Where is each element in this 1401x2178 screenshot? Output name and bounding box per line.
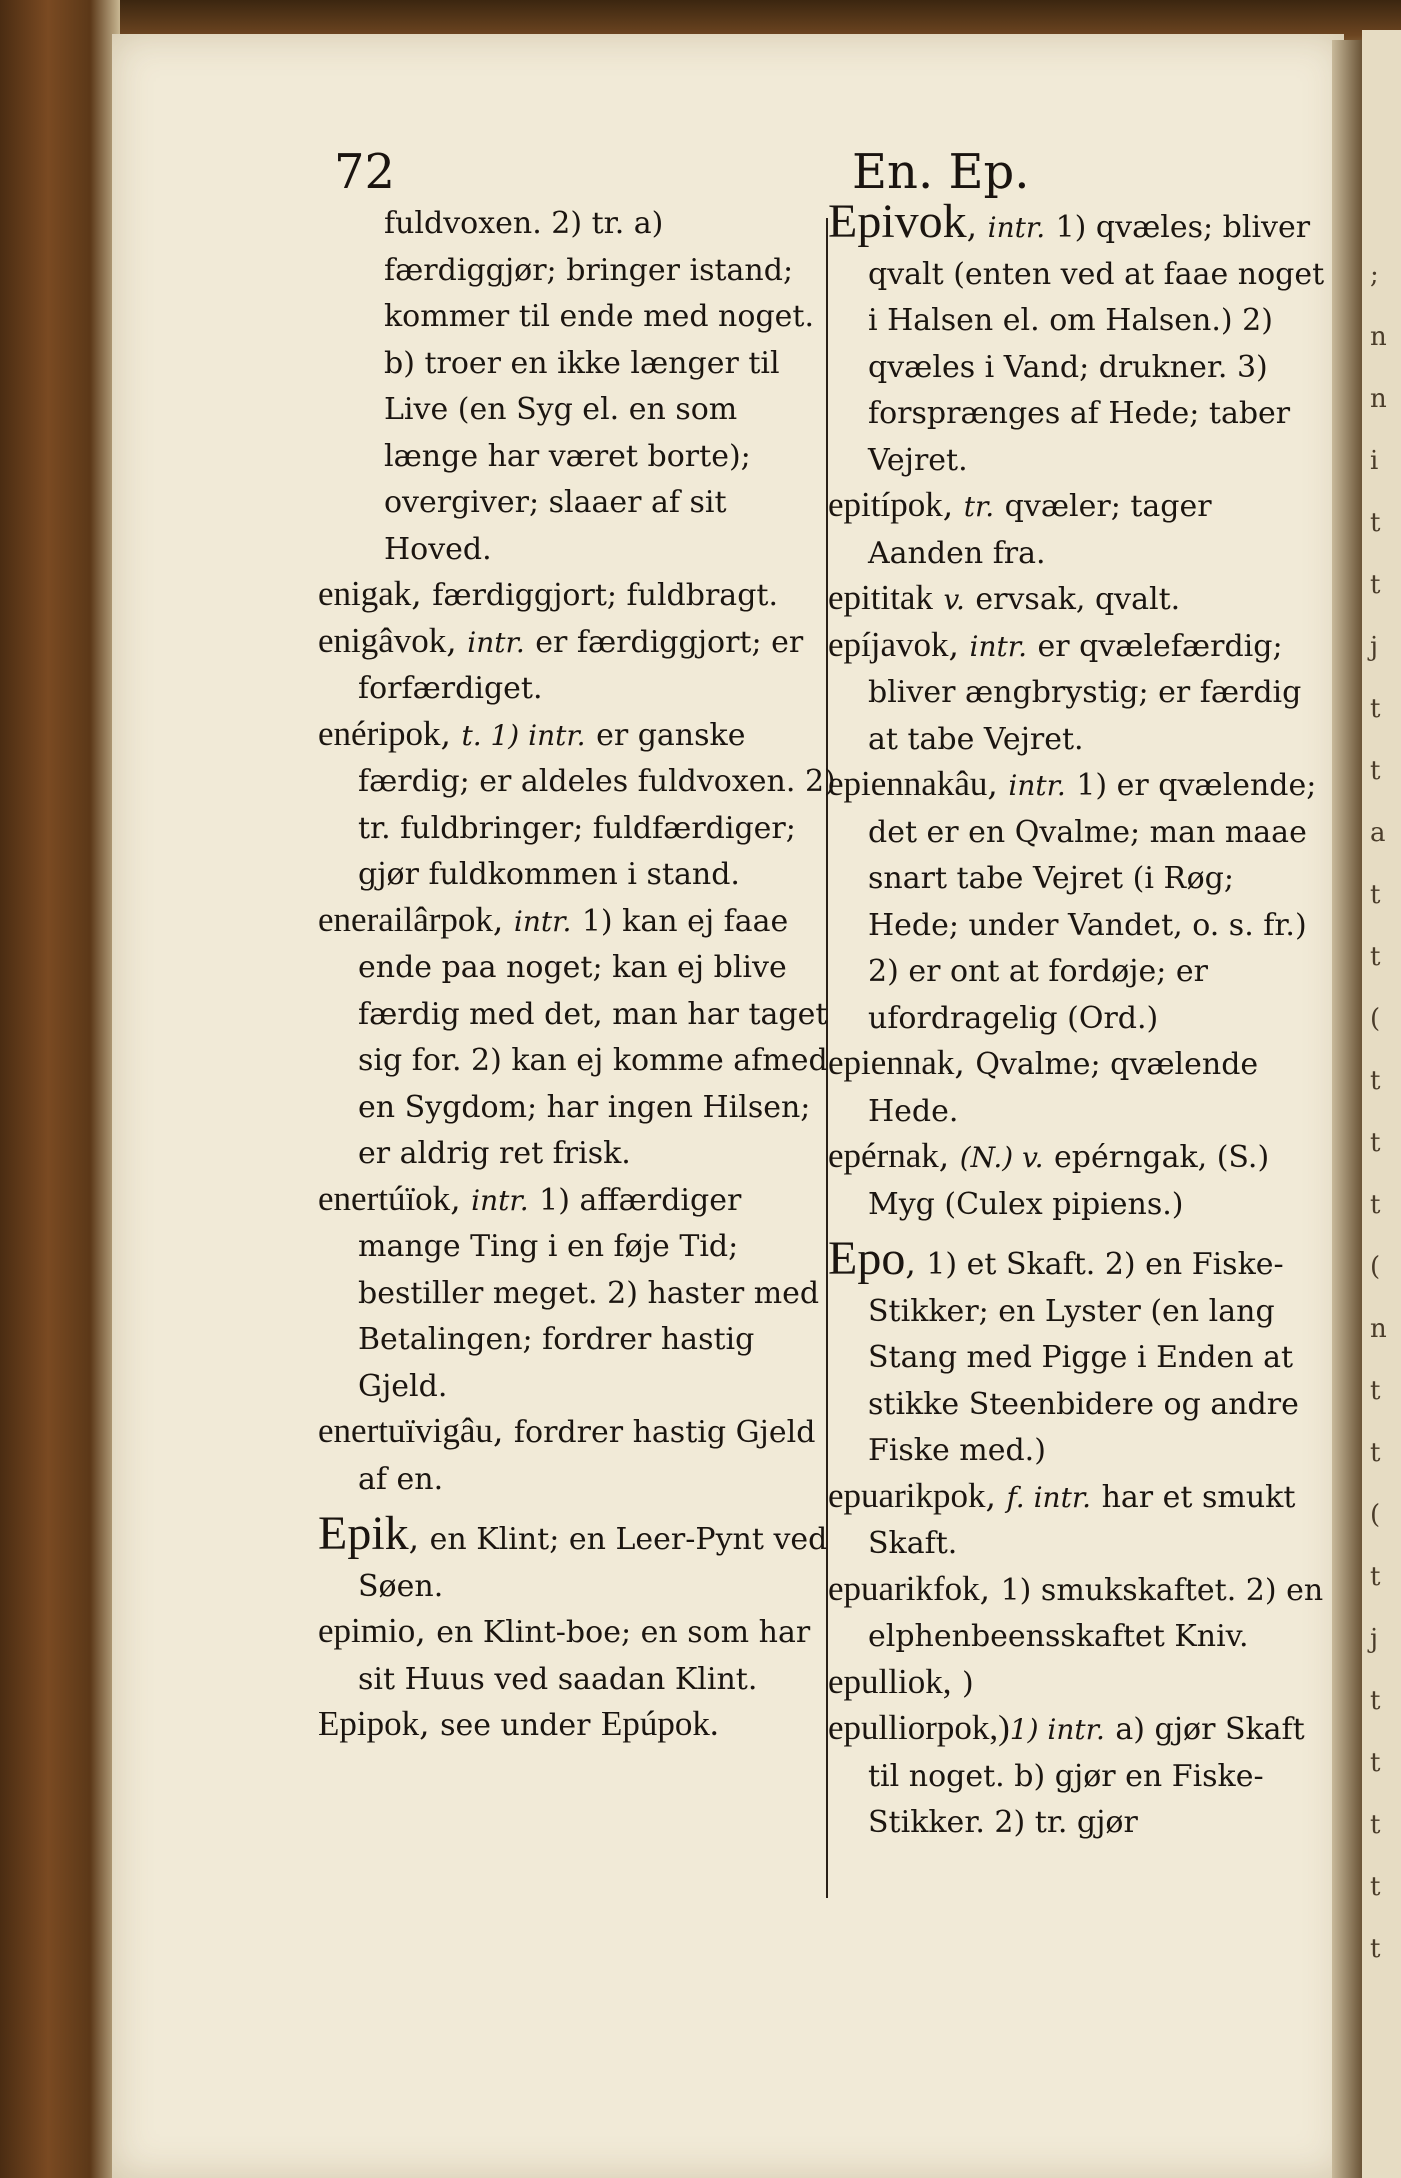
dictionary-entry: epitípok, tr. qvæler; tager Aanden fra. bbox=[828, 485, 1212, 571]
entry-cross-reference: Epúpok. bbox=[600, 1704, 719, 1743]
facing-page-glyph: a bbox=[1370, 818, 1386, 848]
entry-definition: qvæler; tager Aanden fra. bbox=[868, 489, 1212, 571]
dictionary-entry bbox=[318, 200, 838, 572]
entry-headword: epiennakâu bbox=[828, 764, 988, 803]
facing-page-glyph: t bbox=[1370, 756, 1381, 786]
facing-page-glyph: t bbox=[1370, 1438, 1381, 1468]
facing-page-glyph: j bbox=[1370, 1624, 1379, 1654]
entry-headword: Epipok bbox=[318, 1704, 420, 1743]
entry-definition: 1) et Skaft. 2) en Fiske-Stikker; en Lyster (en lang Stang med Pigge i Enden at stikke Steenbidere og andre Fiske med.) bbox=[868, 1247, 1299, 1468]
facing-page-glyph: i bbox=[1370, 446, 1379, 476]
entry-headword: epuarikfok bbox=[828, 1568, 980, 1608]
entry-grammar: intr. bbox=[513, 904, 572, 938]
facing-page-glyph: t bbox=[1370, 1872, 1381, 1902]
entry-definition: Qvalme; qvælende Hede. bbox=[868, 1047, 1259, 1129]
dictionary-entry: epíjavok, intr. er qvælefærdig; bliver ængbrystig; er færdig at tabe Vejret. bbox=[828, 624, 1302, 757]
entry-headword: enéripok bbox=[318, 713, 441, 753]
entry-definition: 1) er qvælende; det er en Qvalme; man maae snart tabe Vejret (i Røg; Hede; under Vandet, o. s. fr.) 2) er ont at fordøje; er ufordragelig (Ord.) bbox=[868, 768, 1317, 1036]
page-gutter bbox=[1332, 40, 1362, 2178]
facing-page-glyph: t bbox=[1370, 1128, 1381, 1158]
entry-definition: see under bbox=[440, 1708, 591, 1743]
entry-headword: Epik bbox=[318, 1507, 409, 1560]
entry-definition: ervsak, qvalt. bbox=[975, 582, 1181, 617]
entry-headword: enertúïok bbox=[318, 1178, 451, 1218]
dictionary-entry: enigâvok, intr. er færdiggjort; er forfærdiget. bbox=[318, 620, 804, 706]
entry-headword: epititak bbox=[828, 578, 933, 617]
entry-definition: en Klint; en Leer-Pynt ved Søen. bbox=[358, 1522, 828, 1604]
facing-page-glyph: n bbox=[1370, 1314, 1387, 1344]
entry-headword: enigak bbox=[318, 574, 412, 613]
dictionary-entry: Epik, en Klint; en Leer-Pynt ved Søen. bbox=[318, 1507, 828, 1604]
entry-definition: 1) smukskaftet. 2) en elphenbeensskaftet Kniv. bbox=[868, 1572, 1324, 1654]
dictionary-entry: epiennak, Qvalme; qvælende Hede. bbox=[828, 1043, 1259, 1129]
entry-definition: har et smukt Skaft. bbox=[868, 1479, 1296, 1561]
dictionary-entry: epérnak, (N.) v. epérngak, (S.) Myg (Culex pipiens.) bbox=[828, 1136, 1270, 1222]
entry-grammar: (N.) v. bbox=[959, 1141, 1044, 1174]
entry-definition: er færdiggjort; er forfærdiget. bbox=[358, 624, 804, 706]
dictionary-entry: Epivok, intr. 1) qvæles; bliver qvalt (enten ved at faae noget i Halsen el. om Halsen.) 2) qvæles i Vand; drukner. 3) forsprænges af Hede; taber Vejret. bbox=[828, 195, 1325, 478]
facing-page-edge bbox=[1362, 30, 1401, 2178]
entry-definition: epérngak, (S.) Myg (Culex pipiens.) bbox=[868, 1140, 1270, 1222]
entry-grammar: intr. bbox=[987, 211, 1046, 244]
dictionary-entry: epuarikfok, 1) smukskaftet. 2) en elphenbeensskaftet Kniv. bbox=[828, 1568, 1324, 1654]
entry-definition: a) gjør Skaft til noget. b) gjør en Fiske-Stikker. 2) tr. gjør bbox=[868, 1712, 1305, 1840]
facing-page-glyph: t bbox=[1370, 1686, 1381, 1716]
dictionary-entry: Epo, 1) et Skaft. 2) en Fiske-Stikker; en Lyster (en lang Stang med Pigge i Enden at stikke Steenbidere og andre Fiske med.) bbox=[828, 1232, 1299, 1468]
facing-page-glyph: t bbox=[1370, 570, 1381, 600]
book-cover-spine bbox=[0, 0, 120, 2178]
entry-grammar: 1) intr. bbox=[1009, 1713, 1105, 1746]
dictionary-entry: enigak, færdiggjort; fuldbragt. bbox=[318, 574, 778, 613]
dictionary-entry: enertuïvigâu, fordrer hastig Gjeld af en. bbox=[318, 1411, 816, 1497]
facing-page-glyph: t bbox=[1370, 1190, 1381, 1220]
entry-definition: er ganske færdig; er aldeles fuldvoxen. 2) tr. fuldbringer; fuldfærdiger; gjør fuldkommen i stand. bbox=[358, 717, 836, 892]
entry-definition: fordrer hastig Gjeld af en. bbox=[358, 1415, 816, 1497]
facing-page-glyph: ( bbox=[1370, 1252, 1381, 1282]
facing-page-glyph: t bbox=[1370, 508, 1381, 538]
facing-page-glyph: t bbox=[1370, 1748, 1381, 1778]
entry-grammar: tr. bbox=[963, 490, 995, 523]
facing-page-glyph: t bbox=[1370, 942, 1381, 972]
facing-page-glyph: n bbox=[1370, 322, 1387, 352]
facing-page-glyph: n bbox=[1370, 384, 1387, 414]
entry-grammar: intr. bbox=[471, 1183, 529, 1217]
entry-headword: Epo bbox=[828, 1232, 906, 1285]
facing-page-glyph: j bbox=[1370, 632, 1379, 662]
facing-page-glyph: t bbox=[1370, 1066, 1381, 1096]
facing-page-glyph: ( bbox=[1370, 1500, 1381, 1530]
entry-headword: epiennak bbox=[828, 1043, 955, 1082]
dictionary-entry: epimio, en Klint-boe; en som har sit Huus ved saadan Klint. bbox=[318, 1611, 811, 1697]
facing-page-glyph: ( bbox=[1370, 1004, 1381, 1034]
dictionary-entry: enéripok, t. 1) intr. er ganske færdig; er aldeles fuldvoxen. 2) tr. fuldbringer; fuldfærdiger; gjør fuldkommen i stand. bbox=[318, 713, 836, 892]
entry-headword: Epivok bbox=[828, 195, 967, 248]
entry-definition: 1) qvæles; bliver qvalt (enten ved at faae noget i Halsen el. om Halsen.) 2) qvæles i Vand; drukner. 3) forsprænges af Hede; taber Vejret. bbox=[868, 210, 1325, 478]
entry-headword: epíjavok bbox=[828, 624, 949, 664]
page-number: 72 bbox=[334, 144, 396, 200]
entry-headword: epitípok bbox=[828, 485, 943, 524]
entry-headword: epérnak bbox=[828, 1136, 939, 1175]
entry-headword: enertuïvigâu bbox=[318, 1411, 493, 1450]
entry-grammar: v. bbox=[943, 583, 965, 616]
facing-page-glyph: t bbox=[1370, 694, 1381, 724]
entry-headword: epulliok, bbox=[828, 1661, 952, 1701]
entry-headword: epulliorpok,) bbox=[828, 1708, 1010, 1747]
facing-page-glyph: t bbox=[1370, 1934, 1381, 1964]
dictionary-entry: Epipok, see under Epúpok. bbox=[318, 1704, 719, 1743]
facing-page-glyph: t bbox=[1370, 1562, 1381, 1592]
entry-grammar: f. intr. bbox=[1006, 1480, 1092, 1514]
dictionary-entry bbox=[828, 1706, 1328, 1846]
dictionary-entry: enertúïok, intr. 1) affærdiger mange Ting i en føje Tid; bestiller meget. 2) haster med Betalingen; fordrer hastig Gjeld. bbox=[318, 1178, 820, 1404]
dictionary-entry: epiennakâu, intr. 1) er qvælende; det er en Qvalme; man maae snart tabe Vejret (i Røg; Hede; under Vandet, o. s. fr.) 2) er ont at fordøje; er ufordragelig (Ord.) bbox=[828, 764, 1317, 1036]
entry-grammar: intr. bbox=[969, 629, 1027, 663]
dictionary-entry: enerailârpok, intr. 1) kan ej faae ende paa noget; kan ej blive færdig med det, man har taget sig for. 2) kan ej komme afmed en Sygdom; har ingen Hilsen; er aldrig ret frisk. bbox=[318, 899, 828, 1171]
entry-grammar: intr. bbox=[467, 625, 525, 659]
facing-page-glyph: t bbox=[1370, 1810, 1381, 1840]
entry-headword: enigâvok bbox=[318, 620, 447, 660]
entry-definition: 1) affærdiger mange Ting i en føje Tid; bestiller meget. 2) haster med Betalingen; fordrer hastig Gjeld. bbox=[358, 1182, 820, 1404]
entry-definition: ) bbox=[961, 1665, 974, 1701]
dictionary-entry bbox=[828, 576, 1328, 623]
entry-headword: epimio bbox=[318, 1611, 416, 1650]
dictionary-entry: epuarikpok, f. intr. har et smukt Skaft. bbox=[828, 1475, 1296, 1561]
entry-grammar: t. 1) intr. bbox=[461, 718, 586, 752]
running-head: En. Ep. bbox=[852, 144, 1030, 200]
dictionary-entry bbox=[828, 1660, 1328, 1707]
entry-definition: færdiggjort; fuldbragt. bbox=[432, 578, 778, 613]
entry-definition: 1) kan ej faae ende paa noget; kan ej blive færdig med det, man har taget sig for. 2) kan ej komme afmed en Sygdom; har ingen Hilsen; er aldrig ret frisk. bbox=[358, 903, 828, 1171]
right-column bbox=[828, 195, 1328, 1846]
entry-definition: er qvælefærdig; bliver ængbrystig; er færdig at tabe Vejret. bbox=[868, 628, 1302, 757]
page-header bbox=[112, 144, 1344, 204]
entry-definition: fuldvoxen. 2) tr. a) færdiggjør; bringer istand; kommer til ende med noget. b) troer en ikke længer til Live (en Syg el. en som længe har været borte); overgiver; slaaer af sit Hoved. bbox=[384, 206, 814, 567]
left-column bbox=[318, 200, 838, 1749]
facing-page-glyph: ; bbox=[1370, 260, 1379, 290]
facing-page-glyph: t bbox=[1370, 880, 1381, 910]
facing-page-glyph: t bbox=[1370, 1376, 1381, 1406]
entry-definition: en Klint-boe; en som har sit Huus ved saadan Klint. bbox=[358, 1615, 811, 1697]
entry-headword: enerailârpok bbox=[318, 899, 493, 939]
entry-headword: epuarikpok bbox=[828, 1475, 986, 1515]
entry-grammar: intr. bbox=[1008, 769, 1066, 802]
